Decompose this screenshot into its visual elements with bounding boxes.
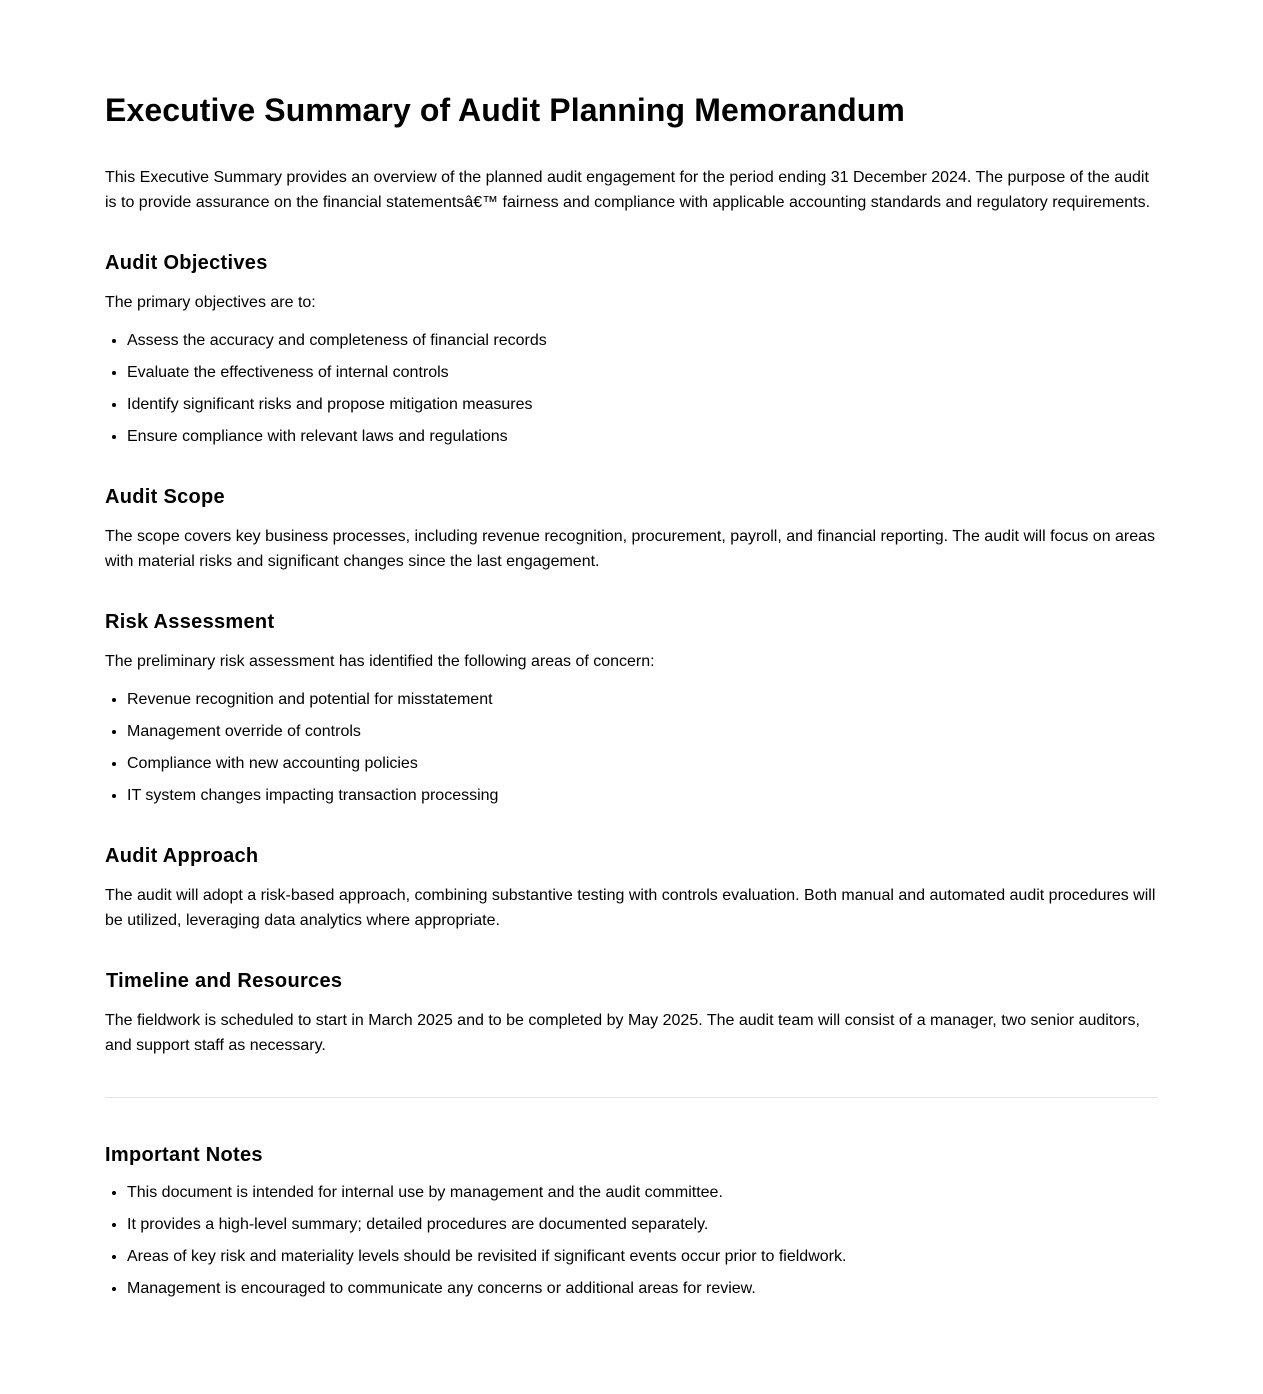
list-item: • Revenue recognition and potential for misstatement	[127, 688, 1158, 712]
list-item: • Compliance with new accounting policies	[127, 752, 1158, 776]
objectives-lead: The primary objectives are to:	[105, 294, 316, 311]
objectives-list	[105, 329, 1158, 449]
risk-lead: The preliminary risk assessment has identified the following areas of concern:	[105, 653, 655, 670]
list-item: • Areas of key risk and materiality levels should be revisited if significant events occur prior to fieldwork.	[127, 1245, 1158, 1269]
timeline-heading: Timeline and Resources	[106, 970, 343, 992]
approach-paragraph: The audit will adopt a risk-based approach, combining substantive testing with controls evaluation. Both manual and automated audit procedures will be utilized, leveraging data analytics where appropriate.	[105, 887, 1156, 929]
risk-list	[105, 688, 1158, 808]
list-item: • Management is encouraged to communicate any concerns or additional areas for review.	[127, 1277, 1158, 1301]
list-item: • Assess the accuracy and completeness of financial records	[127, 329, 1158, 353]
list-item: • Ensure compliance with relevant laws and regulations	[127, 425, 1158, 449]
intro-paragraph: This Executive Summary provides an overview of the planned audit engagement for the period ending 31 December 2024. The purpose of the audit is to provide assurance on the financial statementsâ€™ fairness and compliance with applicable accounting standards and regulatory requirements.	[105, 169, 1151, 211]
list-item: • Identify significant risks and propose mitigation measures	[127, 393, 1158, 417]
section-divider	[105, 1097, 1158, 1098]
risk-heading: Risk Assessment	[105, 611, 275, 633]
list-item: • Evaluate the effectiveness of internal controls	[127, 361, 1158, 385]
list-item: • It provides a high-level summary; detailed procedures are documented separately.	[127, 1213, 1158, 1237]
timeline-paragraph: The fieldwork is scheduled to start in March 2025 and to be completed by May 2025. The audit team will consist of a manager, two senior auditors, and support staff as necessary.	[105, 1012, 1140, 1054]
list-item: • Management override of controls	[127, 720, 1158, 744]
page-title: Executive Summary of Audit Planning Memorandum	[105, 92, 905, 128]
scope-heading: Audit Scope	[105, 486, 225, 508]
notes-list	[105, 1181, 1158, 1301]
list-item: • IT system changes impacting transaction processing	[127, 784, 1158, 808]
approach-heading: Audit Approach	[105, 845, 259, 867]
list-item: • This document is intended for internal use by management and the audit committee.	[127, 1181, 1158, 1205]
notes-heading: Important Notes	[105, 1144, 263, 1166]
objectives-heading: Audit Objectives	[105, 252, 268, 274]
scope-paragraph: The scope covers key business processes, including revenue recognition, procurement, payroll, and financial reporting. The audit will focus on areas with material risks and significant changes since the last engagement.	[105, 528, 1156, 570]
